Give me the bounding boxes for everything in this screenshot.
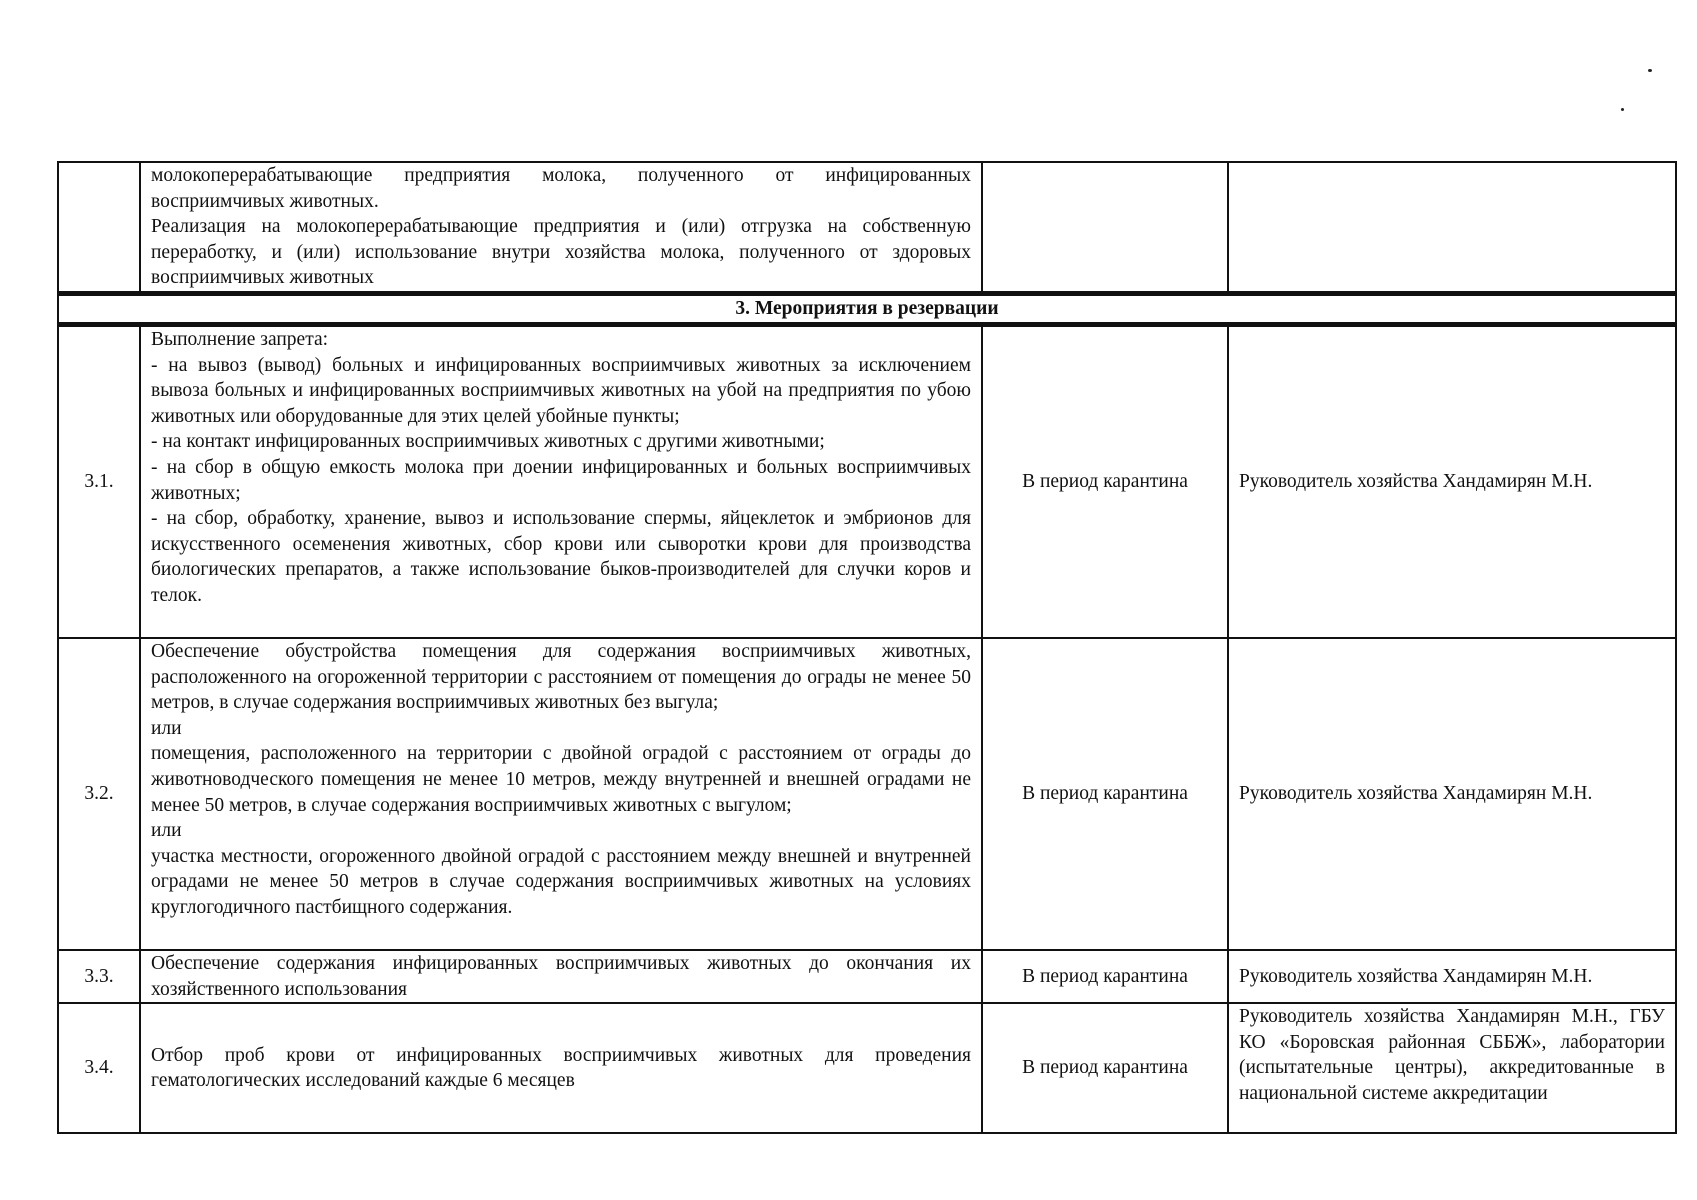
scan-speck xyxy=(1621,108,1624,111)
row-description xyxy=(140,1003,982,1133)
description-paragraph: - на сбор в общую емкость молока при доении инфицированных и больных восприимчивых животных; xyxy=(151,456,971,504)
row-number: 3.4. xyxy=(58,1003,140,1133)
scan-speck xyxy=(1648,69,1652,72)
row-description xyxy=(140,162,982,294)
row-responsible: Руководитель хозяйства Хандамирян М.Н. xyxy=(1228,950,1676,1003)
description-paragraph: Реализация на молокоперерабатывающие предприятия и (или) отгрузка на собственную переработку, и (или) использование внутри хозяйства молока, полученного от здоровых восприимчивых животных xyxy=(151,216,971,289)
description-paragraph: или xyxy=(151,820,182,842)
description-paragraph: или xyxy=(151,717,182,739)
row-period: В период карантина xyxy=(982,638,1228,950)
table-row xyxy=(58,1003,1676,1133)
table-row xyxy=(58,162,1676,294)
section-header-row xyxy=(58,294,1676,325)
row-responsible xyxy=(1228,162,1676,294)
row-number: 3.1. xyxy=(58,325,140,639)
table-row xyxy=(58,950,1676,1003)
row-description xyxy=(140,638,982,950)
row-responsible: Руководитель хозяйства Хандамирян М.Н. xyxy=(1228,325,1676,639)
row-number: 3.3. xyxy=(58,950,140,1003)
table-row xyxy=(58,325,1676,639)
row-number xyxy=(58,162,140,294)
row-description xyxy=(140,950,982,1003)
row-responsible: Руководитель хозяйства Хандамирян М.Н. xyxy=(1228,638,1676,950)
description-paragraph: - на сбор, обработку, хранение, вывоз и использование спермы, яйцеклеток и эмбрионов для искусственного осеменения животных, сбор крови или сыворотки крови для производства биологических препаратов, а также использование быков-производителей для случки коров и телок. xyxy=(151,508,971,606)
description-paragraph: молокоперерабатывающие предприятия молока, полученного от инфицированных восприимчивых животных. xyxy=(151,165,971,212)
description-paragraph: участка местности, огороженного двойной оградой с расстоянием между внешней и внутренней оградами не менее 50 метров в случае содержания восприимчивых животных на условиях круглогодичного пастбищного содержания. xyxy=(151,845,971,918)
table-row xyxy=(58,638,1676,950)
description-paragraph: Выполнение запрета: xyxy=(151,329,329,350)
description-paragraph: помещения, расположенного на территории с двойной оградой с расстоянием от ограды до животноводческого помещения не менее 10 метров, между внутренней и внешней оградами не менее 50 метров, в случае содержания восприимчивых животных с выгулом; xyxy=(151,743,971,816)
row-number: 3.2. xyxy=(58,638,140,950)
row-responsible: Руководитель хозяйства Хандамирян М.Н., ГБУ КО «Боровская районная СББЖ», лаборатории (испытательные центры), аккредитованные в национальной системе аккредитации xyxy=(1228,1003,1676,1133)
section-title: 3. Мероприятия в резервации xyxy=(58,294,1676,325)
row-period: В период карантина xyxy=(982,950,1228,1003)
description-paragraph: Отбор проб крови от инфицированных восприимчивых животных для проведения гематологических исследований каждые 6 месяцев xyxy=(151,1044,971,1092)
description-paragraph: - на контакт инфицированных восприимчивых животных с другими животными; xyxy=(151,431,825,453)
measures-table xyxy=(57,161,1677,1134)
row-description xyxy=(140,325,982,639)
row-period: В период карантина xyxy=(982,325,1228,639)
description-paragraph: Обеспечение содержания инфицированных восприимчивых животных до окончания их хозяйственного использования xyxy=(151,953,971,1000)
row-period xyxy=(982,162,1228,294)
description-paragraph: - на вывоз (вывод) больных и инфицированных восприимчивых животных за исключением вывоза больных и инфицированных восприимчивых животных на убой на предприятия по убою животных или оборудованные для этих целей убойные пункты; xyxy=(151,354,971,427)
description-paragraph: Обеспечение обустройства помещения для содержания восприимчивых животных, расположенного на огороженной территории с расстоянием от помещения до ограды не менее 50 метров, в случае содержания восприимчивых животных без выгула; xyxy=(151,641,971,714)
row-period: В период карантина xyxy=(982,1003,1228,1133)
